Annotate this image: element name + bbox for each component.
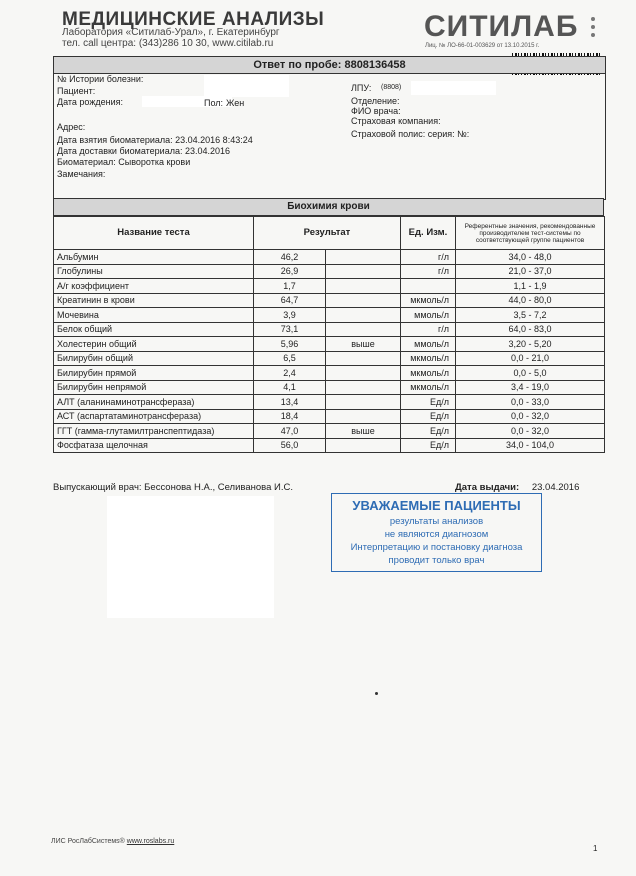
- table-row: [54, 366, 605, 381]
- table-row: [54, 322, 605, 337]
- address-label: Адрес:: [57, 122, 86, 132]
- table-title: Биохимия крови: [53, 198, 604, 216]
- unit-cell: Ед/л: [401, 395, 456, 410]
- test-name-cell: Мочевина: [54, 308, 254, 323]
- redacted-signature: [107, 496, 274, 618]
- reference-cell: 3,5 - 7,2: [456, 308, 605, 323]
- reference-cell: 64,0 - 83,0: [456, 322, 605, 337]
- test-name-cell: Билирубин прямой: [54, 366, 254, 381]
- flag-cell: [326, 264, 401, 279]
- flag-cell: [326, 395, 401, 410]
- header-result: Результат: [254, 217, 401, 250]
- table-row: [54, 308, 605, 323]
- table-row: [54, 264, 605, 279]
- issue-date: 23.04.2016: [531, 482, 580, 493]
- table-row: [54, 395, 605, 410]
- unit-cell: г/л: [401, 250, 456, 265]
- flag-cell: [326, 351, 401, 366]
- remarks-label: Замечания:: [57, 169, 106, 179]
- delivery-date: Дата доставки биоматериала: 23.04.2016: [57, 146, 231, 156]
- stamp-line-2: результаты анализов: [389, 516, 484, 527]
- reference-cell: 0,0 - 32,0: [456, 424, 605, 439]
- flag-cell: [326, 409, 401, 424]
- result-cell: 64,7: [254, 293, 326, 308]
- lpu-code: (8808): [381, 84, 402, 91]
- test-name-cell: Белок общий: [54, 322, 254, 337]
- biomaterial: Биоматериал: Сыворотка крови: [57, 157, 191, 167]
- document-heading: МЕДИЦИНСКИЕ АНАЛИЗЫ: [62, 9, 325, 30]
- test-name-cell: Билирубин непрямой: [54, 380, 254, 395]
- unit-cell: мкмоль/л: [401, 380, 456, 395]
- issue-date-line: [455, 482, 579, 493]
- reference-cell: 21,0 - 37,0: [456, 264, 605, 279]
- unit-cell: мкмоль/л: [401, 351, 456, 366]
- dob-label: Дата рождения:: [57, 97, 123, 107]
- footer-system: ЛИС РосЛабСистемs®: [51, 838, 125, 845]
- logo-dots-icon: [588, 17, 598, 41]
- result-cell: 3,9: [254, 308, 326, 323]
- result-cell: 2,4: [254, 366, 326, 381]
- result-cell: 18,4: [254, 409, 326, 424]
- footer-link[interactable]: www.roslabs.ru: [126, 838, 175, 845]
- issue-date-label: Дата выдачи:: [455, 482, 520, 493]
- insurer-label: Страховая компания:: [351, 116, 441, 126]
- footer: [51, 838, 174, 845]
- table-row: [54, 409, 605, 424]
- reference-cell: 34,0 - 104,0: [456, 438, 605, 453]
- reference-cell: 0,0 - 32,0: [456, 409, 605, 424]
- result-cell: 47,0: [254, 424, 326, 439]
- test-name-cell: Креатинин в крови: [54, 293, 254, 308]
- redacted-patient: [204, 75, 289, 97]
- flag-cell: [326, 438, 401, 453]
- table-row: [54, 380, 605, 395]
- stamp-line-1: УВАЖАЕМЫЕ ПАЦИЕНТЫ: [352, 498, 521, 513]
- reference-cell: 44,0 - 80,0: [456, 293, 605, 308]
- unit-cell: Ед/л: [401, 438, 456, 453]
- result-cell: 6,5: [254, 351, 326, 366]
- results-table: [53, 216, 605, 453]
- lab-phone: тел. call центра: (343)286 10 30, www.citilab.ru: [62, 38, 274, 49]
- test-name-cell: АСТ (аспартатаминотрансфераза): [54, 409, 254, 424]
- test-name-cell: Фосфатаза щелочная: [54, 438, 254, 453]
- unit-cell: ммоль/л: [401, 308, 456, 323]
- result-cell: 4,1: [254, 380, 326, 395]
- flag-cell: выше: [326, 424, 401, 439]
- result-cell: 5,96: [254, 337, 326, 352]
- flag-cell: [326, 366, 401, 381]
- page-number: 1: [593, 844, 598, 853]
- dept-label: Отделение:: [351, 96, 400, 106]
- unit-cell: Ед/л: [401, 409, 456, 424]
- result-cell: 26,9: [254, 264, 326, 279]
- sex-value: Жен: [226, 98, 245, 108]
- header-reference: Референтные значения, рекомендованные производителем тест-системы по соответствующей группе пациентов: [456, 217, 605, 250]
- table-row: [54, 424, 605, 439]
- flag-cell: [326, 250, 401, 265]
- reference-cell: 3,20 - 5,20: [456, 337, 605, 352]
- table-row: [54, 351, 605, 366]
- reference-cell: 3,4 - 19,0: [456, 380, 605, 395]
- flag-cell: [326, 380, 401, 395]
- license-number: Лиц. № ЛО-66-01-003629 от 13.10.2015 г.: [425, 43, 540, 49]
- lab-name: Лаборатория «Ситилаб-Урал», г. Екатеринбург: [62, 27, 280, 38]
- reference-cell: 0,0 - 33,0: [456, 395, 605, 410]
- lpu-label: ЛПУ:: [351, 83, 372, 93]
- issuing-doctor: Выпускающий врач: Бессонова Н.А., Селиванова И.С.: [53, 482, 293, 493]
- reference-cell: 0,0 - 21,0: [456, 351, 605, 366]
- header-unit: Ед. Изм.: [401, 217, 456, 250]
- sex-label: Пол:: [204, 98, 224, 108]
- test-name-cell: ГГТ (гамма-глутамилтранспептидаза): [54, 424, 254, 439]
- test-name-cell: Холестерин общий: [54, 337, 254, 352]
- unit-cell: [401, 279, 456, 294]
- stamp-line-4: Интерпретацию и постановку диагноза: [350, 542, 523, 553]
- policy-label: Страховой полис: серия: №:: [351, 129, 470, 139]
- doctor-label: ФИО врача:: [351, 106, 401, 116]
- table-row: [54, 279, 605, 294]
- flag-cell: [326, 308, 401, 323]
- flag-cell: выше: [326, 337, 401, 352]
- stamp-line-5: проводит только врач: [388, 555, 485, 566]
- unit-cell: мкмоль/л: [401, 366, 456, 381]
- test-name-cell: Билирубин общий: [54, 351, 254, 366]
- result-cell: 46,2: [254, 250, 326, 265]
- test-name-cell: Альбумин: [54, 250, 254, 265]
- table-row: [54, 250, 605, 265]
- header-test-name: Название теста: [54, 217, 254, 250]
- unit-cell: ммоль/л: [401, 337, 456, 352]
- unit-cell: мкмоль/л: [401, 293, 456, 308]
- sample-date: Дата взятия биоматериала: 23.04.2016 8:43:24: [57, 135, 253, 145]
- result-cell: 13,4: [254, 395, 326, 410]
- result-cell: 56,0: [254, 438, 326, 453]
- table-row: [54, 438, 605, 453]
- reference-cell: 34,0 - 48,0: [456, 250, 605, 265]
- unit-cell: г/л: [401, 264, 456, 279]
- results-table-section: [53, 198, 604, 453]
- patient-notice-stamp: [331, 493, 542, 572]
- table-row: [54, 293, 605, 308]
- flag-cell: [326, 322, 401, 337]
- result-cell: 1,7: [254, 279, 326, 294]
- result-cell: 73,1: [254, 322, 326, 337]
- test-name-cell: А/г коэффициент: [54, 279, 254, 294]
- order-title: Ответ по пробе: 8808136458: [54, 57, 605, 74]
- unit-cell: Ед/л: [401, 424, 456, 439]
- flag-cell: [326, 293, 401, 308]
- stamp-line-3: не являются диагнозом: [384, 529, 489, 540]
- test-name-cell: АЛТ (аланинаминотрансфераза): [54, 395, 254, 410]
- test-name-cell: Глобулины: [54, 264, 254, 279]
- reference-cell: 1,1 - 1,9: [456, 279, 605, 294]
- table-row: [54, 337, 605, 352]
- order-info-box: [53, 56, 606, 200]
- redacted-lpu: [411, 81, 496, 95]
- speck: [375, 692, 378, 695]
- citilab-logo: СИТИЛАБ: [424, 10, 579, 43]
- flag-cell: [326, 279, 401, 294]
- unit-cell: г/л: [401, 322, 456, 337]
- patient-label: Пациент:: [57, 86, 96, 96]
- history-label: № Истории болезни:: [57, 74, 144, 84]
- reference-cell: 0,0 - 5,0: [456, 366, 605, 381]
